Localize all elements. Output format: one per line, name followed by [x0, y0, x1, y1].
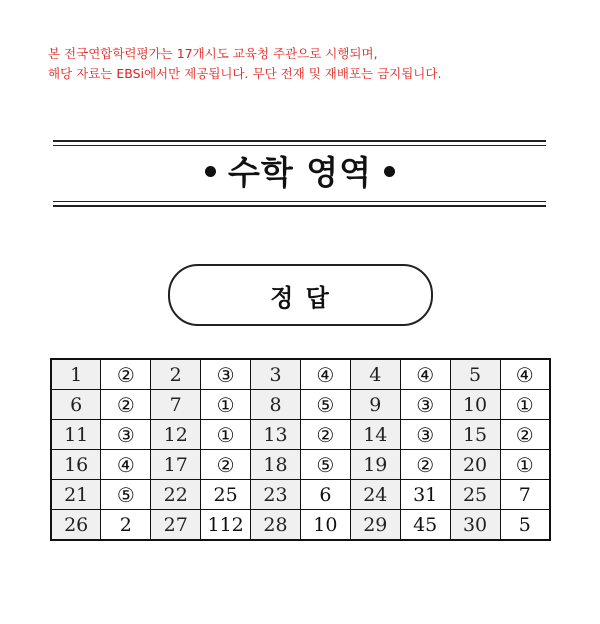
answer-cell: 2 — [101, 510, 151, 541]
bullet-right-icon — [384, 166, 395, 177]
question-number-cell: 17 — [151, 450, 201, 480]
question-number-cell: 25 — [450, 480, 500, 510]
answer-cell: ⑤ — [300, 390, 350, 420]
answer-table — [50, 358, 551, 541]
table-row — [51, 359, 550, 390]
answer-cell: 112 — [201, 510, 251, 541]
question-number-cell: 15 — [450, 420, 500, 450]
question-number-cell: 30 — [450, 510, 500, 541]
answer-cell: 7 — [500, 480, 550, 510]
answer-cell: ③ — [201, 359, 251, 390]
answer-cell: ② — [500, 420, 550, 450]
answer-cell: ③ — [400, 420, 450, 450]
question-number-cell: 24 — [350, 480, 400, 510]
answer-cell: ④ — [500, 359, 550, 390]
table-row — [51, 510, 550, 541]
answer-cell: ② — [201, 450, 251, 480]
answer-cell: ① — [201, 390, 251, 420]
answer-cell: 31 — [400, 480, 450, 510]
question-number-cell: 13 — [251, 420, 301, 450]
answer-cell: 25 — [201, 480, 251, 510]
question-number-cell: 3 — [251, 359, 301, 390]
question-number-cell: 18 — [251, 450, 301, 480]
question-number-cell: 29 — [350, 510, 400, 541]
question-number-cell: 8 — [251, 390, 301, 420]
table-row — [51, 390, 550, 420]
answer-cell: ④ — [400, 359, 450, 390]
table-row — [51, 420, 550, 450]
question-number-cell: 5 — [450, 359, 500, 390]
subject-title — [0, 150, 600, 196]
question-number-cell: 26 — [51, 510, 101, 541]
answer-cell: 45 — [400, 510, 450, 541]
question-number-cell: 1 — [51, 359, 101, 390]
table-row — [51, 480, 550, 510]
question-number-cell: 19 — [350, 450, 400, 480]
answer-cell: ④ — [101, 450, 151, 480]
bullet-left-icon — [205, 166, 216, 177]
answer-cell: ② — [300, 420, 350, 450]
copyright-notice — [48, 44, 588, 84]
answer-cell: 5 — [500, 510, 550, 541]
question-number-cell: 23 — [251, 480, 301, 510]
question-number-cell: 28 — [251, 510, 301, 541]
notice-line-2: 해당 자료는 EBSi에서만 제공됩니다. 무단 전재 및 재배포는 금지됩니다. — [48, 66, 442, 81]
answer-cell: ⑤ — [101, 480, 151, 510]
answer-cell: ⑤ — [300, 450, 350, 480]
answer-cell: ③ — [400, 390, 450, 420]
answer-cell: ③ — [101, 420, 151, 450]
answer-cell: ② — [400, 450, 450, 480]
title-rule-bottom — [53, 201, 546, 207]
subject-title-text: 수학 영역 — [227, 153, 372, 192]
answer-cell: ② — [101, 359, 151, 390]
question-number-cell: 10 — [450, 390, 500, 420]
question-number-cell: 21 — [51, 480, 101, 510]
answer-cell: 6 — [300, 480, 350, 510]
answer-cell: ① — [201, 420, 251, 450]
question-number-cell: 6 — [51, 390, 101, 420]
question-number-cell: 2 — [151, 359, 201, 390]
answer-cell: 10 — [300, 510, 350, 541]
answer-cell: ② — [101, 390, 151, 420]
question-number-cell: 4 — [350, 359, 400, 390]
question-number-cell: 12 — [151, 420, 201, 450]
question-number-cell: 27 — [151, 510, 201, 541]
answer-label-badge — [168, 264, 433, 326]
question-number-cell: 20 — [450, 450, 500, 480]
answer-cell: ④ — [300, 359, 350, 390]
answer-label-text: 정 답 — [270, 283, 331, 312]
notice-line-1: 본 전국연합학력평가는 17개시도 교육청 주관으로 시행되며, — [48, 46, 378, 61]
question-number-cell: 14 — [350, 420, 400, 450]
question-number-cell: 11 — [51, 420, 101, 450]
table-row — [51, 450, 550, 480]
question-number-cell: 16 — [51, 450, 101, 480]
answer-cell: ① — [500, 450, 550, 480]
title-rule-top — [53, 140, 546, 146]
question-number-cell: 7 — [151, 390, 201, 420]
question-number-cell: 9 — [350, 390, 400, 420]
answer-cell: ① — [500, 390, 550, 420]
question-number-cell: 22 — [151, 480, 201, 510]
